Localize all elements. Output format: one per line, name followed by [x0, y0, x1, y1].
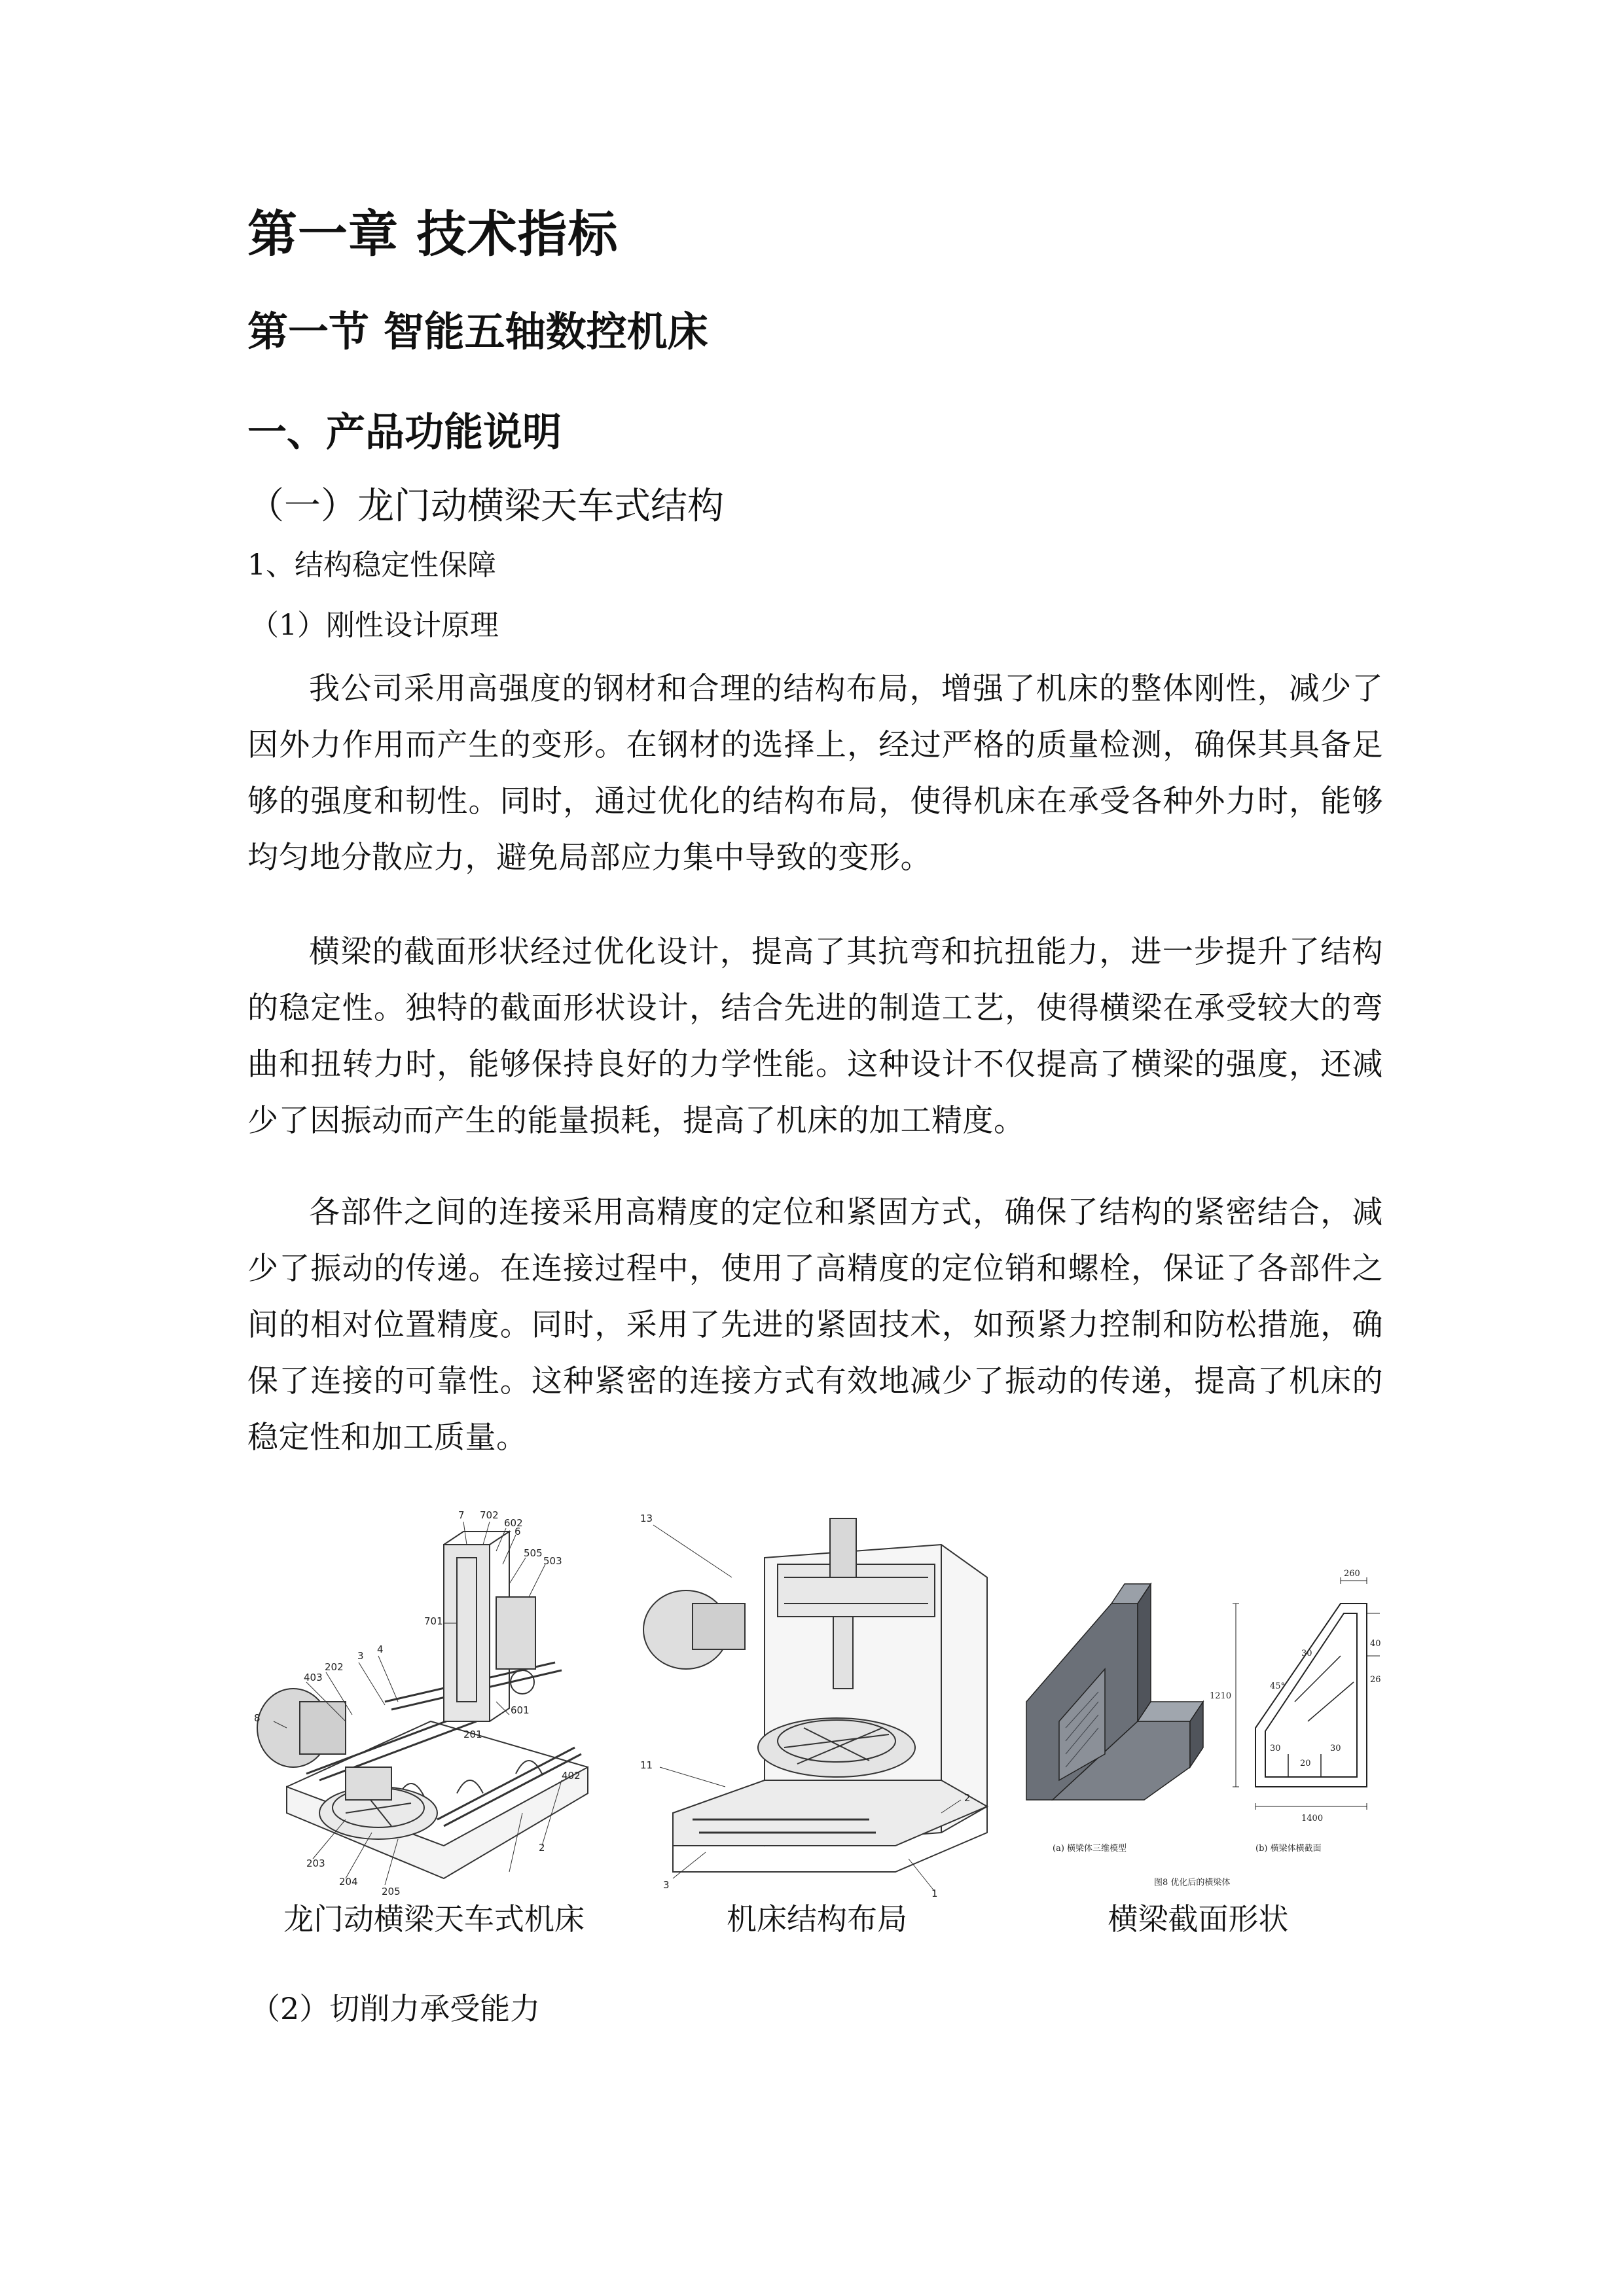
figure-gantry-machine	[247, 1505, 621, 1898]
caption-beam-section: 横梁截面形状	[1108, 1901, 1289, 1937]
fig1-label-7: 7	[458, 1509, 465, 1521]
fig3-dim-26: 26	[1370, 1675, 1381, 1685]
fig1-label-503: 503	[543, 1555, 562, 1567]
fig3-dim-30-left: 30	[1270, 1744, 1281, 1753]
fig3-dim-30-right: 30	[1330, 1744, 1341, 1753]
structure-layout-drawing	[634, 1505, 1000, 1898]
fig3-dim-30-top: 30	[1301, 1649, 1312, 1659]
fig3-dim-40: 40	[1370, 1639, 1381, 1649]
fig1-label-601: 601	[511, 1704, 530, 1716]
fig1-label-202: 202	[325, 1661, 344, 1673]
fig3-figure-caption: 图8 优化后的横梁体	[1154, 1878, 1231, 1888]
fig1-label-203: 203	[306, 1857, 325, 1869]
paragraph-1: 我公司采用高强度的钢材和合理的结构布局，增强了机床的整体刚性，减少了因外力作用而产生的变形。在钢材的选择上，经过严格的质量检测，确保其具备足够的强度和韧性。同时，通过优化的结构布局，使得机床在承受各种外力时，能够均匀地分散应力，避免局部应力集中导致的变形。	[247, 671, 1383, 876]
subsubsection-title: （一）龙门动横梁天车式结构	[247, 485, 724, 528]
fig1-label-204: 204	[339, 1876, 358, 1888]
subitem-1-title: （1）刚性设计原理	[250, 609, 499, 642]
fig1-label-201: 201	[463, 1729, 482, 1740]
fig1-label-702: 702	[480, 1509, 499, 1521]
fig2-label-13: 13	[640, 1513, 653, 1524]
figure-beam-section	[1013, 1505, 1383, 1898]
item-title: 1、结构稳定性保障	[247, 548, 496, 582]
fig2-label-3: 3	[663, 1879, 670, 1891]
caption-gantry-machine: 龙门动横梁天车式机床	[283, 1901, 585, 1937]
fig2-label-11: 11	[640, 1759, 653, 1771]
fig1-label-205: 205	[382, 1886, 401, 1897]
fig1-label-402: 402	[562, 1770, 581, 1782]
figure-structure-layout	[634, 1505, 1000, 1898]
subitem-2-title: （2）切削力承受能力	[250, 1991, 541, 2026]
fig1-label-8: 8	[254, 1712, 261, 1724]
fig2-label-1: 1	[931, 1888, 938, 1898]
fig1-label-2: 2	[539, 1842, 545, 1854]
fig1-label-3: 3	[357, 1650, 364, 1662]
fig3-dim-260: 260	[1344, 1569, 1360, 1579]
fig2-label-2: 2	[964, 1792, 971, 1804]
gantry-machine-drawing	[247, 1505, 621, 1898]
beam-section-drawing	[1013, 1505, 1383, 1898]
fig1-label-602: 602	[504, 1517, 523, 1529]
fig1-label-403: 403	[304, 1672, 323, 1683]
fig3-dim-45deg: 45°	[1270, 1681, 1286, 1691]
fig3-subcaption-b: (b) 横梁体横截面	[1255, 1844, 1322, 1854]
fig1-label-4: 4	[377, 1643, 384, 1655]
fig1-label-6: 6	[514, 1526, 521, 1537]
figure-row	[247, 1505, 1383, 1898]
section-title: 第一节 智能五轴数控机床	[247, 308, 708, 355]
paragraph-3: 各部件之间的连接采用高精度的定位和紧固方式，确保了结构的紧密结合，减少了振动的传递。在连接过程中，使用了高精度的定位销和螺栓，保证了各部件之间的相对位置精度。同时，采用了先进的紧固技术，如预紧力控制和防松措施，确保了连接的可靠性。这种紧密的连接方式有效地减少了振动的传递，提高了机床的稳定性和加工质量。	[247, 1194, 1383, 1456]
caption-structure-layout: 机床结构布局	[727, 1901, 907, 1937]
paragraph-2: 横梁的截面形状经过优化设计，提高了其抗弯和抗扭能力，进一步提升了结构的稳定性。独特的截面形状设计，结合先进的制造工艺，使得横梁在承受较大的弯曲和扭转力时，能够保持良好的力学性能。这种设计不仅提高了横梁的强度，还减少了因振动而产生的能量损耗，提高了机床的加工精度。	[247, 934, 1383, 1139]
subsection-title: 一、产品功能说明	[247, 410, 562, 456]
fig1-label-505: 505	[524, 1547, 543, 1559]
fig3-subcaption-a: (a) 横梁体三维模型	[1053, 1844, 1127, 1854]
fig3-dim-1400: 1400	[1301, 1814, 1324, 1823]
fig1-label-701: 701	[424, 1615, 443, 1627]
fig3-dim-1210: 1210	[1210, 1691, 1232, 1701]
chapter-title: 第一章 技术指标	[247, 205, 619, 263]
fig3-dim-20: 20	[1300, 1759, 1311, 1768]
